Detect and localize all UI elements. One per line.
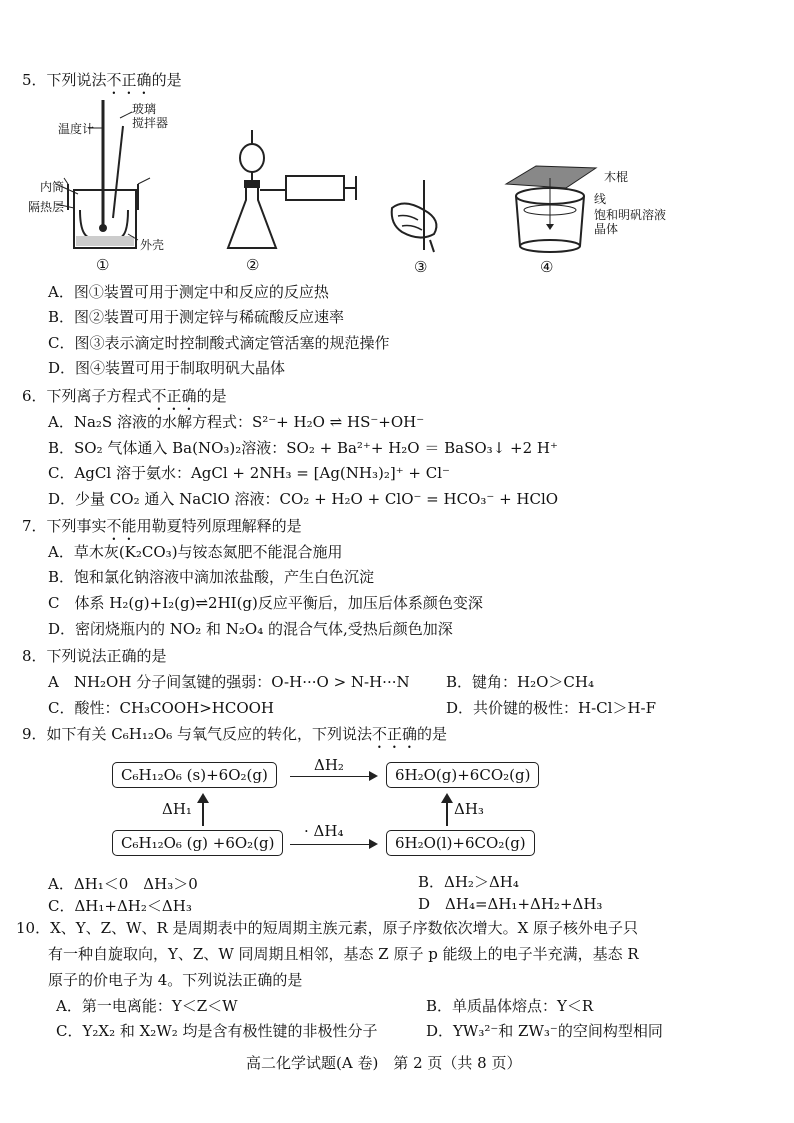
q6-option-b: B．SO₂ 气体通入 Ba(NO₃)₂溶液：SO₂ + Ba²⁺+ H₂O ＝ BaSO₃↓ +2 H⁺: [48, 439, 558, 457]
figure-number-4: ④: [540, 258, 554, 276]
q6-option-c: C．AgCl 溶于氨水：AgCl + 2NH₃ = [Ag(NH₃)₂]⁺ + Cl⁻: [48, 464, 450, 482]
q5-option-c: C．图③表示滴定时控制酸式滴定管活塞的规范操作: [48, 334, 390, 352]
q10-option-d: D．YW₃²⁻和 ZW₃⁻的空间构型相同: [426, 1022, 663, 1040]
q9-option-c: C．ΔH₁+ΔH₂＜ΔH₃: [48, 897, 192, 915]
q5-stem: 5．下列说法不正确的是: [22, 71, 182, 89]
q7-option-d: D．密闭烧瓶内的 NO₂ 和 N₂O₄ 的混合气体,受热后颜色加深: [48, 620, 453, 638]
q7-option-b: B．饱和氯化钠溶液中滴加浓盐酸，产生白色沉淀: [48, 568, 375, 586]
q9-option-a: A．ΔH₁＜0 ΔH₃＞0: [48, 875, 198, 893]
q7-option-c: C 体系 H₂(g)+I₂(g)⇌2HI(g)反应平衡后，加压后体系颜色变深: [48, 594, 483, 612]
q5-option-b: B．图②装置可用于测定锌与稀硫酸反应速率: [48, 308, 345, 326]
figure-flask-syringe: [222, 130, 362, 278]
arrow-dh3: [446, 796, 448, 826]
box-products-liquid-water: 6H₂O(l)+6CO₂(g): [386, 830, 535, 856]
label-thermometer: 温度计: [58, 122, 95, 136]
figure-number-1: ①: [96, 256, 110, 274]
q6-option-a: A．Na₂S 溶液的水解方程式：S²⁻+ H₂O ⇌ HS⁻+OH⁻: [48, 413, 425, 431]
q10-stem-line-2: 有一种自旋取向，Y、Z、W 同周期且相邻，基态 Z 原子 p 能级上的电子半充满，基态 R: [48, 945, 639, 963]
page-footer: 高二化学试题(A 卷) 第 2 页（共 8 页）: [246, 1054, 522, 1072]
q8-option-c: C．酸性：CH₃COOH>HCOOH: [48, 699, 275, 717]
q10-option-c: C．Y₂X₂ 和 X₂W₂ 均是含有极性键的非极性分子: [56, 1022, 378, 1040]
figure-number-3: ③: [414, 258, 428, 276]
q10-option-b: B．单质晶体熔点：Y＜R: [426, 997, 594, 1015]
arrow-dh2: [290, 776, 376, 777]
label-dh2: ΔH₂: [314, 756, 344, 774]
figure-alum-crystal: [500, 164, 680, 278]
box-glucose-gas: C₆H₁₂O₆ (g) +6O₂(g): [112, 830, 283, 856]
arrow-dh4: [290, 844, 376, 845]
arrow-dh1: [202, 796, 204, 826]
q8-option-a: A NH₂OH 分子间氢键的强弱：O-H···O > N-H···N: [48, 673, 410, 691]
q9-option-b: B．ΔH₂＞ΔH₄: [418, 873, 519, 891]
box-glucose-solid: C₆H₁₂O₆ (s)+6O₂(g): [112, 762, 277, 788]
label-wooden-stick: 木棍: [604, 170, 629, 184]
label-inner-cylinder: 内筒: [40, 180, 65, 194]
q10-option-a: A．第一电离能：Y＜Z＜W: [56, 997, 238, 1015]
label-stirrer: 搅拌器: [132, 116, 169, 130]
titration-hand-drawing: [384, 180, 454, 260]
figure-number-2: ②: [246, 256, 260, 274]
label-dh1: ΔH₁: [162, 800, 192, 818]
q10-stem-line-3: 原子的价电子为 4。下列说法正确的是: [48, 971, 303, 989]
label-thread: 线: [594, 192, 607, 206]
q7-option-a: A．草木灰(K₂CO₃)与铵态氮肥不能混合施用: [48, 543, 343, 561]
q9-option-d: D ΔH₄=ΔH₁+ΔH₂+ΔH₃: [418, 895, 603, 913]
q10-stem-line-1: 10．X、Y、Z、W、R 是周期表中的短周期主族元素，原子序数依次增大。X 原子核外电子只: [16, 919, 639, 937]
label-outer-shell: 外壳: [140, 238, 165, 252]
q6-option-d: D．少量 CO₂ 通入 NaClO 溶液：CO₂ + H₂O + ClO⁻ = HCO₃⁻ + HClO: [48, 490, 559, 508]
q8-stem: 8．下列说法正确的是: [22, 647, 167, 665]
box-products-gas-water: 6H₂O(g)+6CO₂(g): [386, 762, 539, 788]
q8-option-b: B．键角：H₂O＞CH₄: [446, 673, 594, 691]
label-insulation: 隔热层: [28, 200, 65, 214]
label-glass: 玻璃: [132, 102, 157, 116]
q7-stem: 7．下列事实不能用勒夏特列原理解释的是: [22, 517, 302, 535]
label-alum-solution: 饱和明矾溶液: [594, 208, 667, 222]
figure-calorimeter: [28, 98, 188, 278]
label-dh4: · ΔH₄: [304, 822, 344, 840]
q9-stem: 9．如下有关 C₆H₁₂O₆ 与氧气反应的转化，下列说法不正确的是: [22, 725, 448, 743]
q5-option-a: A．图①装置可用于测定中和反应的反应热: [48, 283, 329, 301]
figure-titration: [384, 180, 454, 278]
label-dh3: ΔH₃: [454, 800, 484, 818]
alum-beaker-drawing: [500, 164, 600, 254]
label-crystal: 晶体: [594, 222, 619, 236]
q8-option-d: D．共价键的极性：H-Cl＞H-F: [446, 699, 657, 717]
q6-stem: 6．下列离子方程式不正确的是: [22, 387, 227, 405]
q5-option-d: D．图④装置可用于制取明矾大晶体: [48, 359, 286, 377]
flask-syringe-drawing: [222, 130, 362, 256]
